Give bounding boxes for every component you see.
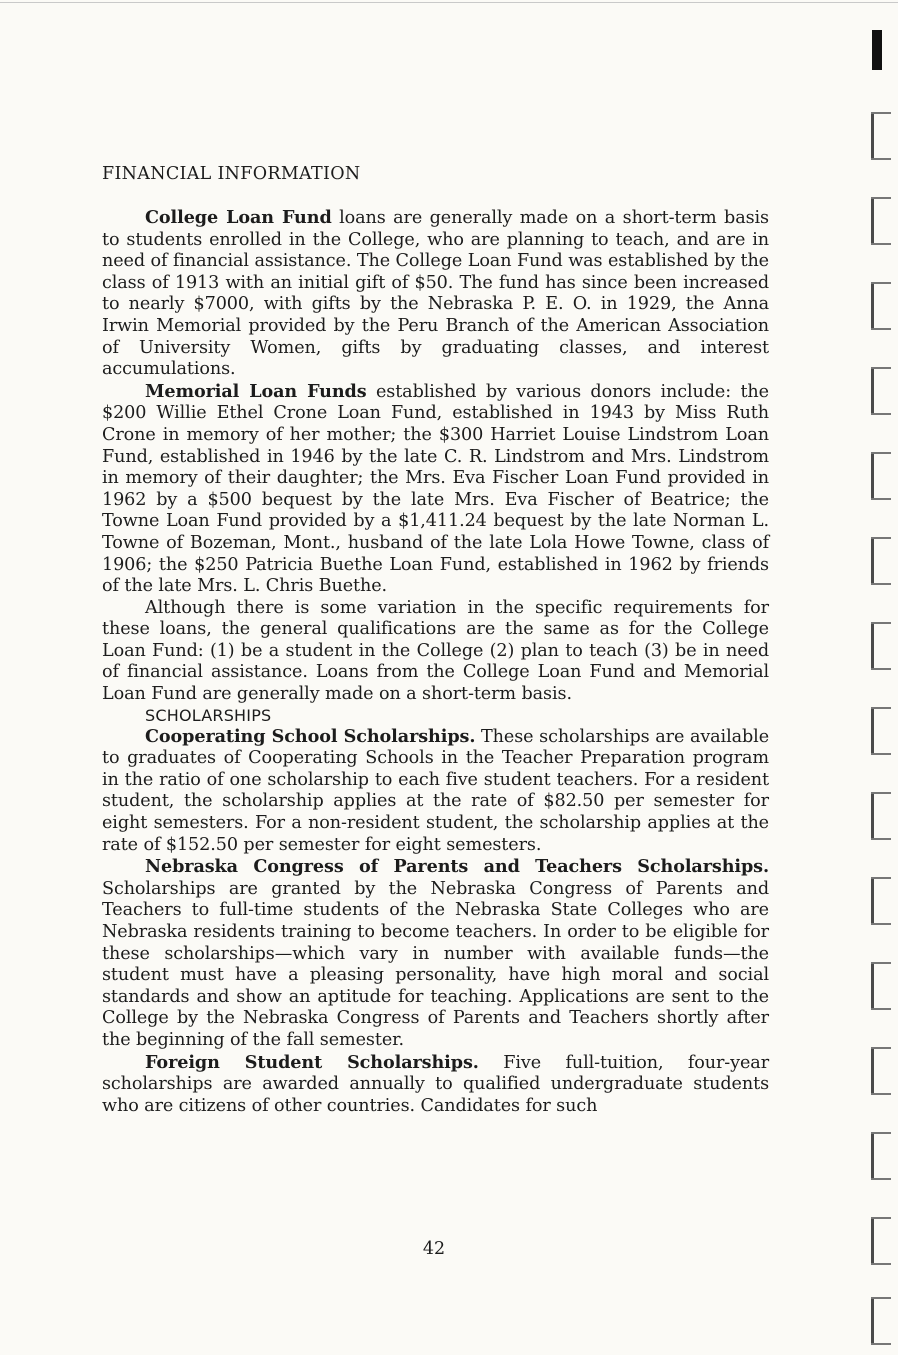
requirements-paragraph — [102, 598, 769, 706]
binding-tab — [871, 537, 886, 585]
binding-tab — [871, 1047, 886, 1095]
paragraph-lead: Nebraska Congress of Parents and Teachers Scholarships. — [145, 856, 769, 878]
paragraph-text: Although there is some variation in the specific requirements for these loans, the general qualifications are the same as for the College Loan Fund: (1) be a student in the College (2) plan to teach (3) be in need of financial assistance. Loans from the College Loan Fund and Memorial Loan Fund are generally made on a short-term basis. — [102, 597, 769, 705]
binding-tab — [871, 282, 886, 330]
binding-tab — [871, 1132, 886, 1180]
binding-tab — [871, 962, 886, 1010]
binding-tab — [871, 707, 886, 755]
binding-tab — [871, 112, 886, 160]
cooperating-paragraph — [102, 726, 769, 857]
nebraska-congress-paragraph — [102, 856, 769, 1051]
binding-tab — [871, 1297, 886, 1345]
paragraph-text: Five full-tuition, four-year scholarships are awarded annually to qualified undergraduate students who are citizens of other countries. Candidates for such — [102, 1052, 770, 1116]
paragraph-lead: Memorial Loan Funds — [145, 380, 367, 402]
page-body — [102, 207, 769, 1117]
binding-tab-marker — [872, 30, 882, 70]
paragraph-lead: Foreign Student Scholarships. — [145, 1051, 479, 1073]
section-heading: FINANCIAL INFORMATION — [102, 164, 361, 184]
scholarships-title: SCHOLARSHIPS — [145, 705, 272, 725]
college-loan-paragraph — [102, 207, 769, 381]
paragraph-text: loans are generally made on a short-term basis to students enrolled in the College, who are planning to teach, and are in need of financial assistance. The College Loan Fund was established by the class of 1913 with an initial gift of $50. The fund has since been increased to nearly $7000, with gifts by the Nebraska P. E. O. in 1929, the Anna Irwin Memorial provided by the Peru Branch of the American Association of University Women, gifts by graduating classes, and interest accumulations. — [102, 208, 769, 380]
top-border-rule — [0, 2, 898, 3]
binding-tab — [871, 367, 886, 415]
binding-tab — [871, 197, 886, 245]
binding-tab — [871, 877, 886, 925]
foreign-student-paragraph — [102, 1052, 769, 1118]
paragraph-lead: College Loan Fund — [145, 207, 332, 228]
paragraph-lead: Cooperating School Scholarships. — [145, 725, 476, 747]
page-number: 42 — [422, 1239, 446, 1259]
memorial-loan-paragraph — [102, 381, 769, 598]
paragraph-text: These scholarships are available to graduates of Cooperating Schools in the Teacher Preparation program in the ratio of one scholarship to each five student teachers. For a resident student, the scholarship applies at the rate of $82.50 per semester for eight semesters. For a non-resident student, the scholarship applies at the rate of $152.50 per semester for eight semesters. — [102, 726, 770, 855]
binding-tab-strip — [862, 0, 898, 1355]
binding-tab — [871, 792, 886, 840]
binding-tab — [871, 452, 886, 500]
binding-tab — [871, 1217, 886, 1265]
paragraph-text: established by various donors include: the $200 Willie Ethel Crone Loan Fund, established in 1943 by Miss Ruth Crone in memory of her mother; the $300 Harriet Louise Lindstrom Loan Fund, established in 1946 by the late C. R. Lindstrom and Mrs. Lindstrom in memory of their daughter; the Mrs. Eva Fischer Loan Fund provided in 1962 by a $500 bequest by the late Mrs. Eva Fischer of Beatrice; the Towne Loan Fund provided by a $1,411.24 bequest by the late Norman L. Towne of Bozeman, Mont., husband of the late Lola Howe Towne, class of 1906; the $250 Patricia Buethe Loan Fund, established in 1962 by friends of the late Mrs. L. Chris Buethe. — [102, 381, 769, 597]
paragraph-text: Scholarships are granted by the Nebraska Congress of Parents and Teachers to full-time students of the Nebraska State Colleges who are Nebraska residents training to become teachers. In order to be eligible for these scholarships—which vary in number with available funds—the student must have a pleasing personality, have high moral and social standards and show an aptitude for teaching. Applications are sent to the College by the Nebraska Congress of Parents and Teachers shortly after the beginning of the fall semester. — [102, 878, 769, 1050]
binding-tab — [871, 622, 886, 670]
